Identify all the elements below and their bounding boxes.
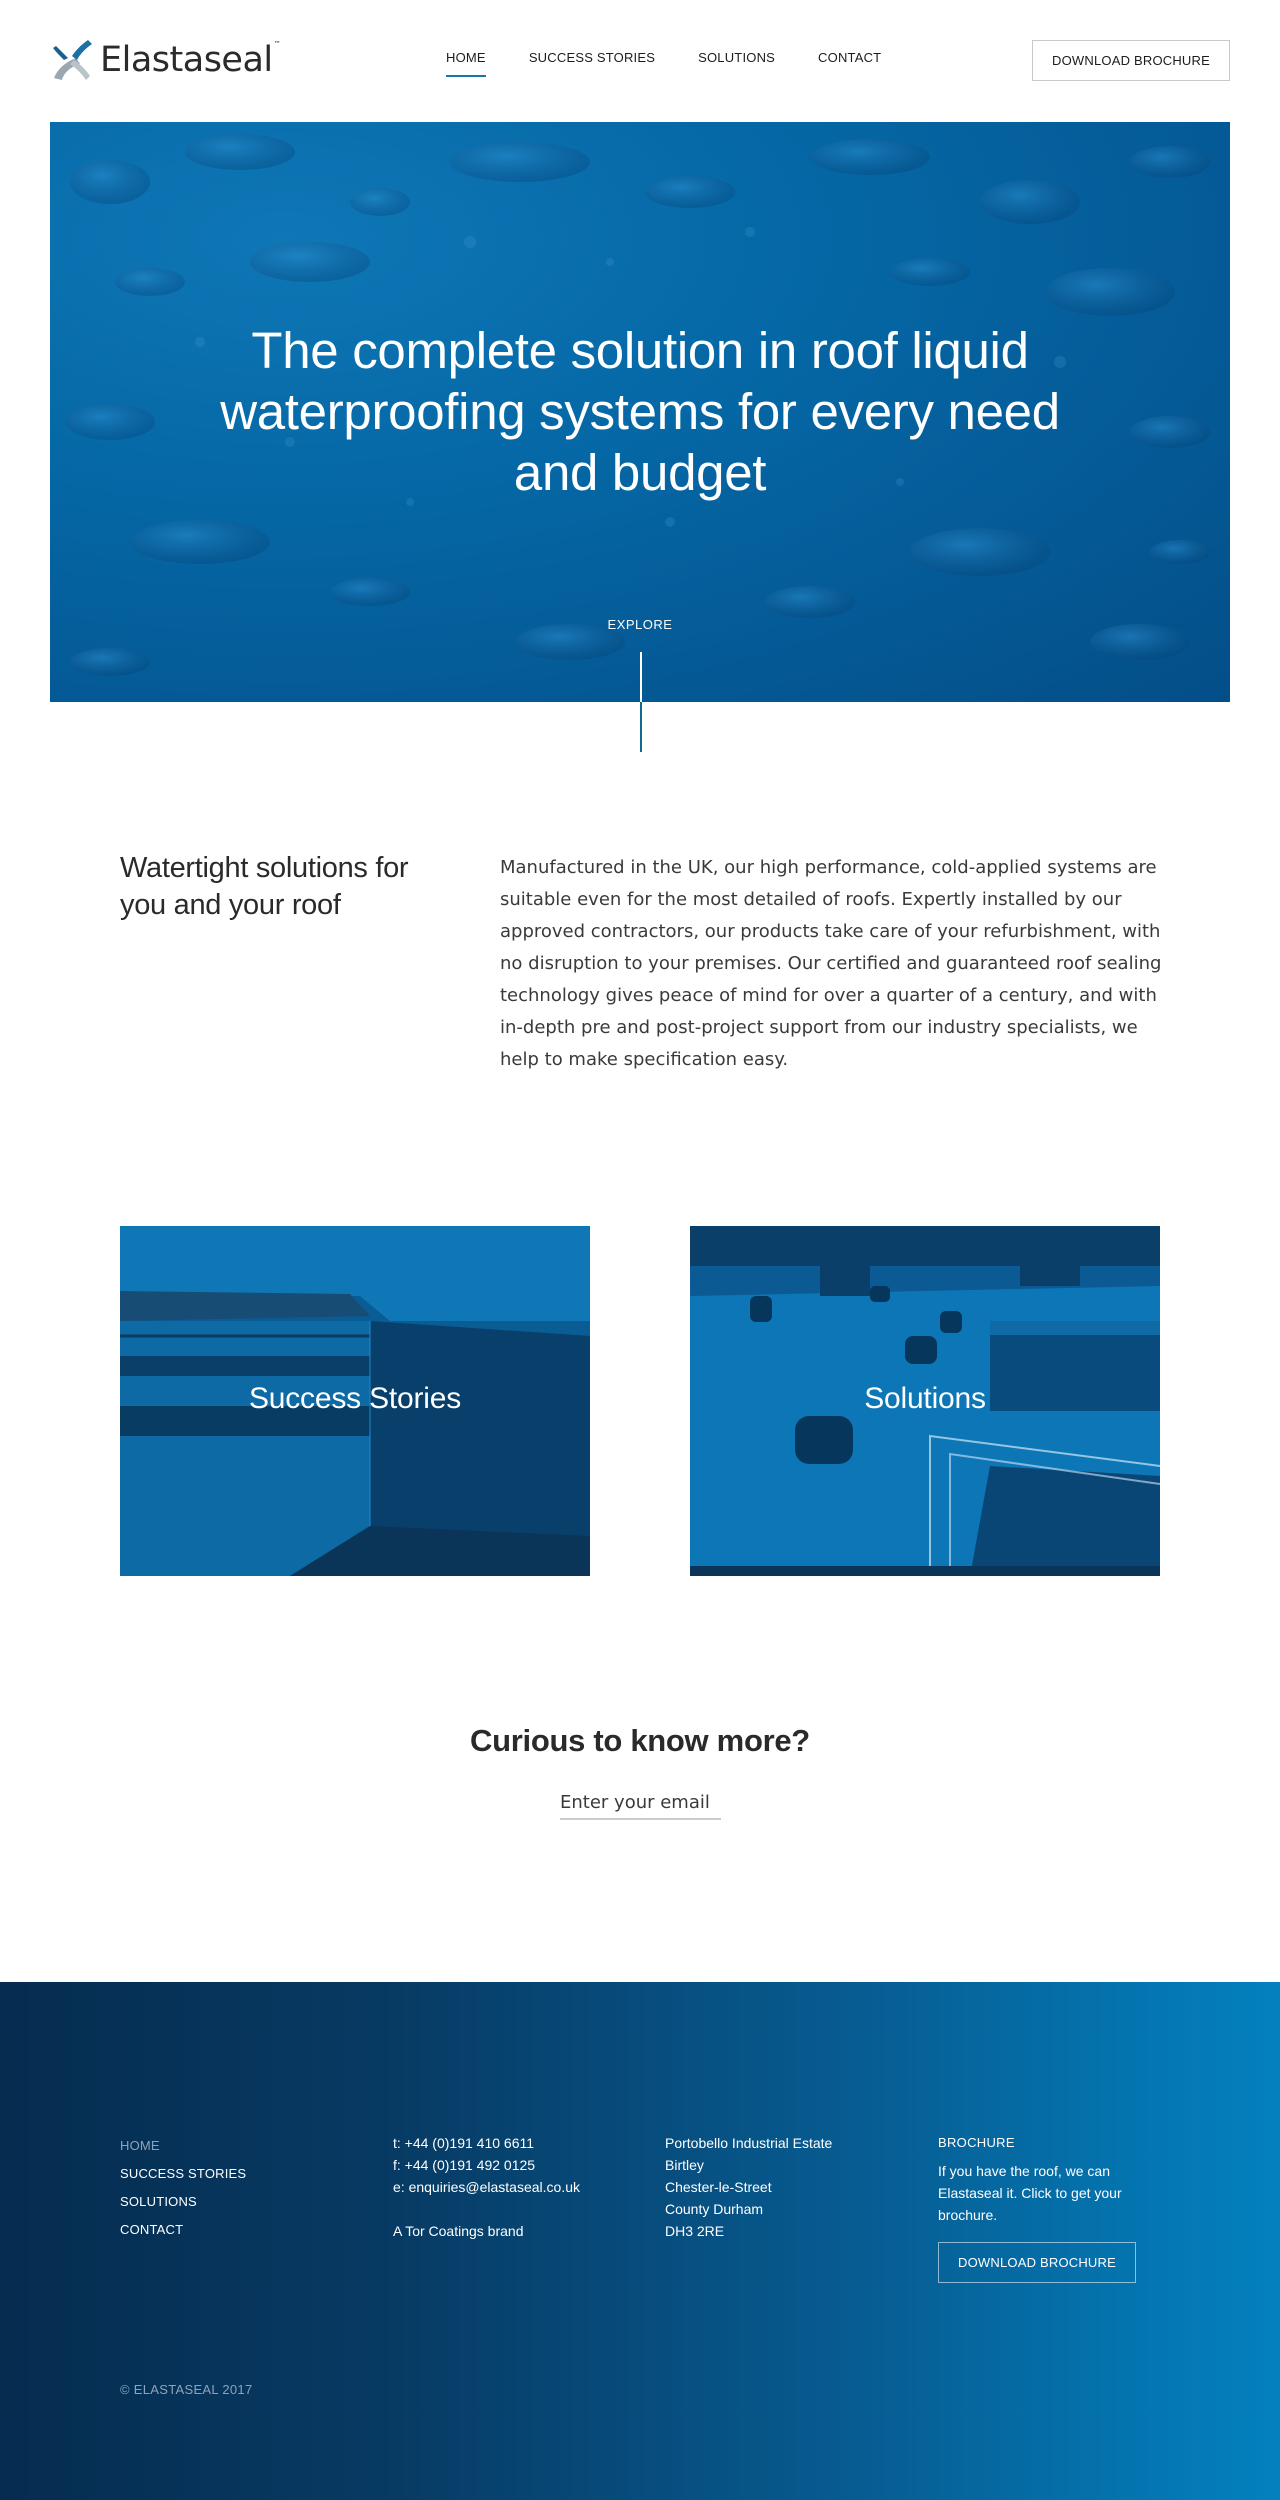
explore-indicator-line xyxy=(640,652,642,702)
footer-brochure-text: If you have the roof, we can Elastaseal it. Click to get your brochure. xyxy=(938,2163,1122,2223)
logo[interactable] xyxy=(50,38,280,82)
footer-nav-home[interactable]: HOME xyxy=(120,2138,160,2153)
email-input[interactable] xyxy=(560,1786,721,1820)
footer-nav-success-stories[interactable]: SUCCESS STORIES xyxy=(120,2166,247,2181)
nav-solutions[interactable]: SOLUTIONS xyxy=(698,50,776,65)
solutions-card[interactable] xyxy=(690,1226,1160,1576)
solutions-card-label: Solutions xyxy=(864,1382,986,1415)
address-line: DH3 2RE xyxy=(665,2223,725,2239)
address-line: County Durham xyxy=(665,2201,764,2217)
address-line: Chester-le-Street xyxy=(665,2179,772,2195)
nav-success-stories[interactable]: SUCCESS STORIES xyxy=(528,50,656,65)
nav-home[interactable]: HOME xyxy=(446,50,486,77)
footer-nav-solutions[interactable]: SOLUTIONS xyxy=(120,2194,197,2209)
elastaseal-logo-icon xyxy=(50,38,92,82)
intro-paragraph: Manufactured in the UK, our high performance, cold-applied systems are suitable even for the most detailed of roofs. Expertly installed by our approved contractors, our products take care of your refurbishment, with no disruption to your premises. Our certified and guaranteed roof sealing technology gives peace of mind for over a quarter of a century, and with in-depth pre and post-project support from our industry specialists, we help to make specification easy. xyxy=(500,857,1162,1070)
footer-brand-note: A Tor Coatings brand xyxy=(393,2223,524,2239)
hero-banner xyxy=(50,122,1230,702)
site-footer xyxy=(0,1982,1280,2500)
explore-indicator-line-lower xyxy=(640,702,642,752)
brand-name xyxy=(100,40,280,80)
success-stories-card[interactable] xyxy=(120,1226,590,1576)
hero-title: The complete solution in roof liquid waterproofing systems for every need and budget xyxy=(220,322,1060,501)
footer-nav-contact[interactable]: CONTACT xyxy=(120,2222,184,2237)
success-stories-card-label: Success Stories xyxy=(248,1382,462,1415)
intro-heading: Watertight solutions for you and your roof xyxy=(120,852,409,921)
nav-contact[interactable]: CONTACT xyxy=(818,50,882,65)
brand-name-text: Elastaseal xyxy=(100,40,273,80)
trademark: ™ xyxy=(273,40,281,48)
footer-fax: f: +44 (0)191 492 0125 xyxy=(393,2157,536,2173)
footer-address xyxy=(665,2132,832,2242)
address-line: Birtley xyxy=(665,2157,704,2173)
address-line: Portobello Industrial Estate xyxy=(665,2135,833,2151)
explore-link[interactable]: EXPLORE xyxy=(607,617,673,632)
footer-download-brochure-button[interactable]: DOWNLOAD BROCHURE xyxy=(938,2242,1136,2283)
footer-brochure xyxy=(938,2132,1148,2283)
footer-contact xyxy=(393,2132,580,2242)
footer-spacer xyxy=(393,2198,580,2220)
footer-email[interactable]: e: enquiries@elastaseal.co.uk xyxy=(393,2179,580,2195)
copyright: © ELASTASEAL 2017 xyxy=(120,2382,253,2397)
newsletter-heading: Curious to know more? xyxy=(470,1723,810,1758)
footer-nav xyxy=(120,2132,246,2244)
footer-brochure-title: BROCHURE xyxy=(938,2135,1015,2150)
main-nav xyxy=(446,50,924,77)
site-header xyxy=(0,0,1280,122)
footer-phone[interactable]: t: +44 (0)191 410 6611 xyxy=(393,2135,535,2151)
download-brochure-button[interactable]: DOWNLOAD BROCHURE xyxy=(1032,40,1230,81)
